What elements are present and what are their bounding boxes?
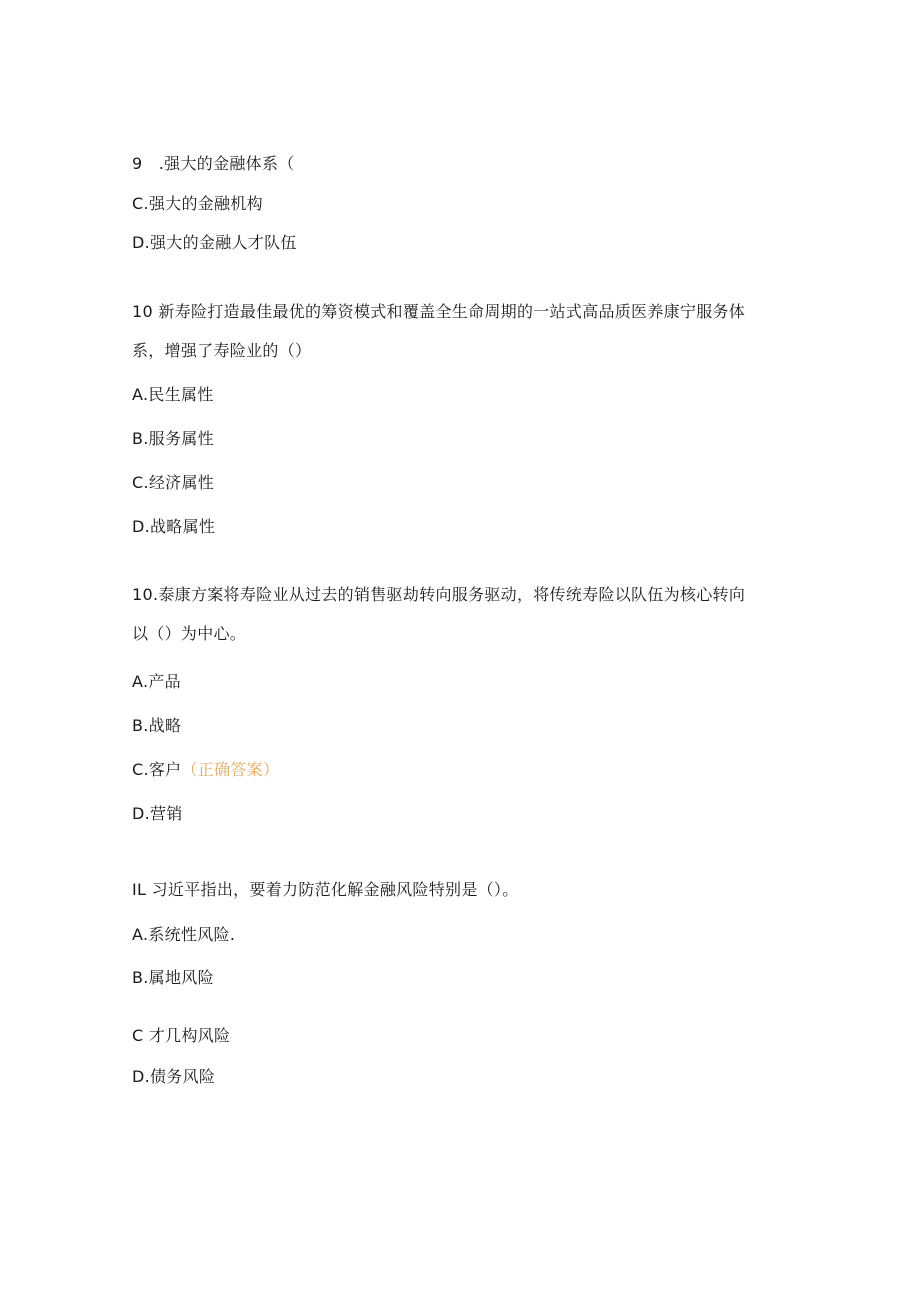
question-10a-option-c: C.经济属性 bbox=[132, 473, 215, 492]
question-10a-option-a: A.民生属性 bbox=[132, 385, 214, 404]
question-11-option-c: C 才几构风险 bbox=[132, 1026, 231, 1045]
question-10a-stem-line-1: 10 新寿险打造最佳最优的筹资模式和覆盖全生命周期的一站式高品质医养康宁服务体 bbox=[132, 302, 746, 321]
question-10b-option-d: D.营销 bbox=[132, 804, 183, 823]
option-text: C.客户 bbox=[132, 760, 182, 779]
question-10a-stem-line-2: 系，增强了寿险业的（） bbox=[132, 341, 312, 360]
question-9-stem: 9 .强大的金融体系（ bbox=[132, 154, 295, 173]
question-10b-option-c bbox=[132, 760, 279, 780]
question-10b-option-a: A.产品 bbox=[132, 672, 181, 691]
question-10b-stem-line-1: 10.泰康方案将寿险业从过去的销售驱劫转向服务驱动，将传统寿险以队伍为核心转向 bbox=[132, 585, 746, 604]
question-11-option-d: D.债务风险 bbox=[132, 1067, 216, 1086]
question-10b-stem-line-2: 以（）为中心。 bbox=[132, 624, 247, 643]
question-10a-option-b: B.服务属性 bbox=[132, 429, 214, 448]
question-10b-option-b: B.战略 bbox=[132, 716, 182, 735]
question-11-option-b: B.属地风险 bbox=[132, 968, 214, 987]
question-9-option-c: C.强大的金融机构 bbox=[132, 194, 263, 213]
question-11-option-a: A.系统性风险. bbox=[132, 925, 236, 944]
question-10a-option-d: D.战略属性 bbox=[132, 517, 216, 536]
question-9-option-d: D.强大的金融人才队伍 bbox=[132, 233, 297, 252]
correct-answer-tag: （正确答案） bbox=[181, 760, 280, 779]
question-11-stem: IL 习近平指出，要着力防范化解金融风险特别是（）。 bbox=[132, 880, 519, 899]
